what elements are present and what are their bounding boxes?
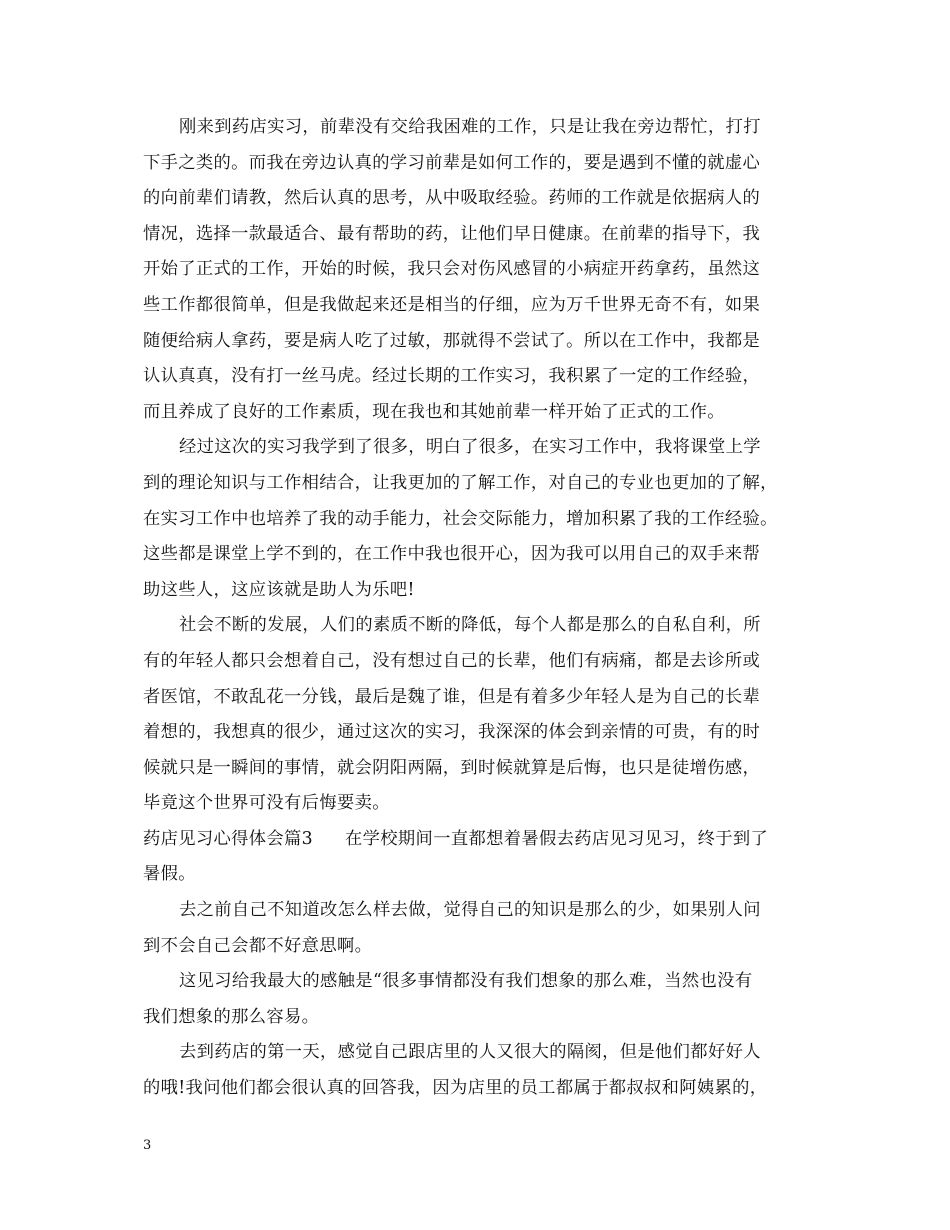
text-line: 到的理论知识与工作相结合，让我更加的了解工作，对自己的专业也更加的了解，: [143, 472, 778, 493]
text-line: 开始了正式的工作，开始的时候，我只会对伤风感冒的小病症开药拿药，虽然这: [143, 259, 761, 280]
text-line: 而且养成了良好的工作素质，现在我也和其她前辈一样开始了正式的工作。: [143, 401, 725, 422]
page-number: 3: [143, 1138, 152, 1153]
text-line: 候就只是一瞬间的事情，就会阴阳两隔，到时候就算是后悔，也只是徒增伤感，: [143, 757, 761, 778]
text-line: 这见习给我最大的感触是“很多事情都没有我们想象的那么难，当然也没有: [179, 971, 753, 992]
text-line: 到不会自己会都不好意思啊。: [143, 935, 373, 956]
text-line: 我们想象的那么容易。: [143, 1006, 320, 1027]
text-line: 去到药店的第一天，感觉自己跟店里的人又很大的隔阂，但是他们都好好人: [179, 1042, 761, 1063]
text-line: 刚来到药店实习，前辈没有交给我困难的工作，只是让我在旁边帮忙，打打: [179, 117, 761, 137]
text-line: 的哦!我问他们都会很认真的回答我，因为店里的员工都属于都叔叔和阿姨累的，: [143, 1078, 768, 1099]
section-heading-line: [143, 822, 813, 858]
text-line: 认认真真，没有打一丝马虎。经过长期的工作实习，我积累了一定的工作经验，: [143, 366, 761, 387]
text-line: 社会不断的发展，人们的素质不断的降低，每个人都是那么的自私自利，所: [179, 615, 761, 636]
text-line: 经过这次的实习我学到了很多，明白了很多，在实习工作中，我将课堂上学: [179, 437, 761, 458]
text-line: 下手之类的。而我在旁边认真的学习前辈是如何工作的，要是遇到不懂的就虚心: [143, 152, 761, 173]
text-line: 有的年轻人都只会想着自己，没有想过自己的长辈，他们有病痛，都是去诊所或: [143, 650, 761, 671]
text-line: 毕竟这个世界可没有后悔要卖。: [143, 793, 390, 814]
text-line: 暑假。: [143, 864, 196, 885]
section-heading: 药店见习心得体会篇3: [143, 828, 314, 849]
text-line: 的向前辈们请教，然后认真的思考，从中吸取经验。药师的工作就是依据病人的: [143, 188, 761, 209]
text-line: 随便给病人拿药，要是病人吃了过敏，那就得不尝试了。所以在工作中，我都是: [143, 330, 761, 351]
text-line: 些工作都很简单，但是我做起来还是相当的仔细，应为万千世界无奇不有，如果: [143, 294, 761, 315]
text-line: 在实习工作中也培养了我的动手能力，社会交际能力，增加积累了我的工作经验。: [143, 508, 778, 529]
text-line: 助这些人，这应该就是助人为乐吧!: [143, 579, 415, 600]
text-line: 这些都是课堂上学不到的，在工作中我也很开心，因为我可以用自己的双手来帮: [143, 544, 761, 565]
text-line: 情况，选择一款最适合、最有帮助的药，让他们早日健康。在前辈的指导下，我: [143, 223, 761, 244]
text-line: 者医馆，不敢乱花一分钱，最后是魏了谁，但是有着多少年轻人是为自己的长辈: [143, 686, 761, 707]
text-line: 着想的，我想真的很少，通过这次的实习，我深深的体会到亲情的可贵，有的时: [143, 722, 761, 743]
document-body: [143, 110, 813, 1107]
section-heading-continuation: 在学校期间一直都想着暑假去药店见习见习，终于到了: [345, 828, 769, 849]
text-line: 去之前自己不知道改怎么样去做，觉得自己的知识是那么的少，如果别人问: [179, 900, 761, 921]
